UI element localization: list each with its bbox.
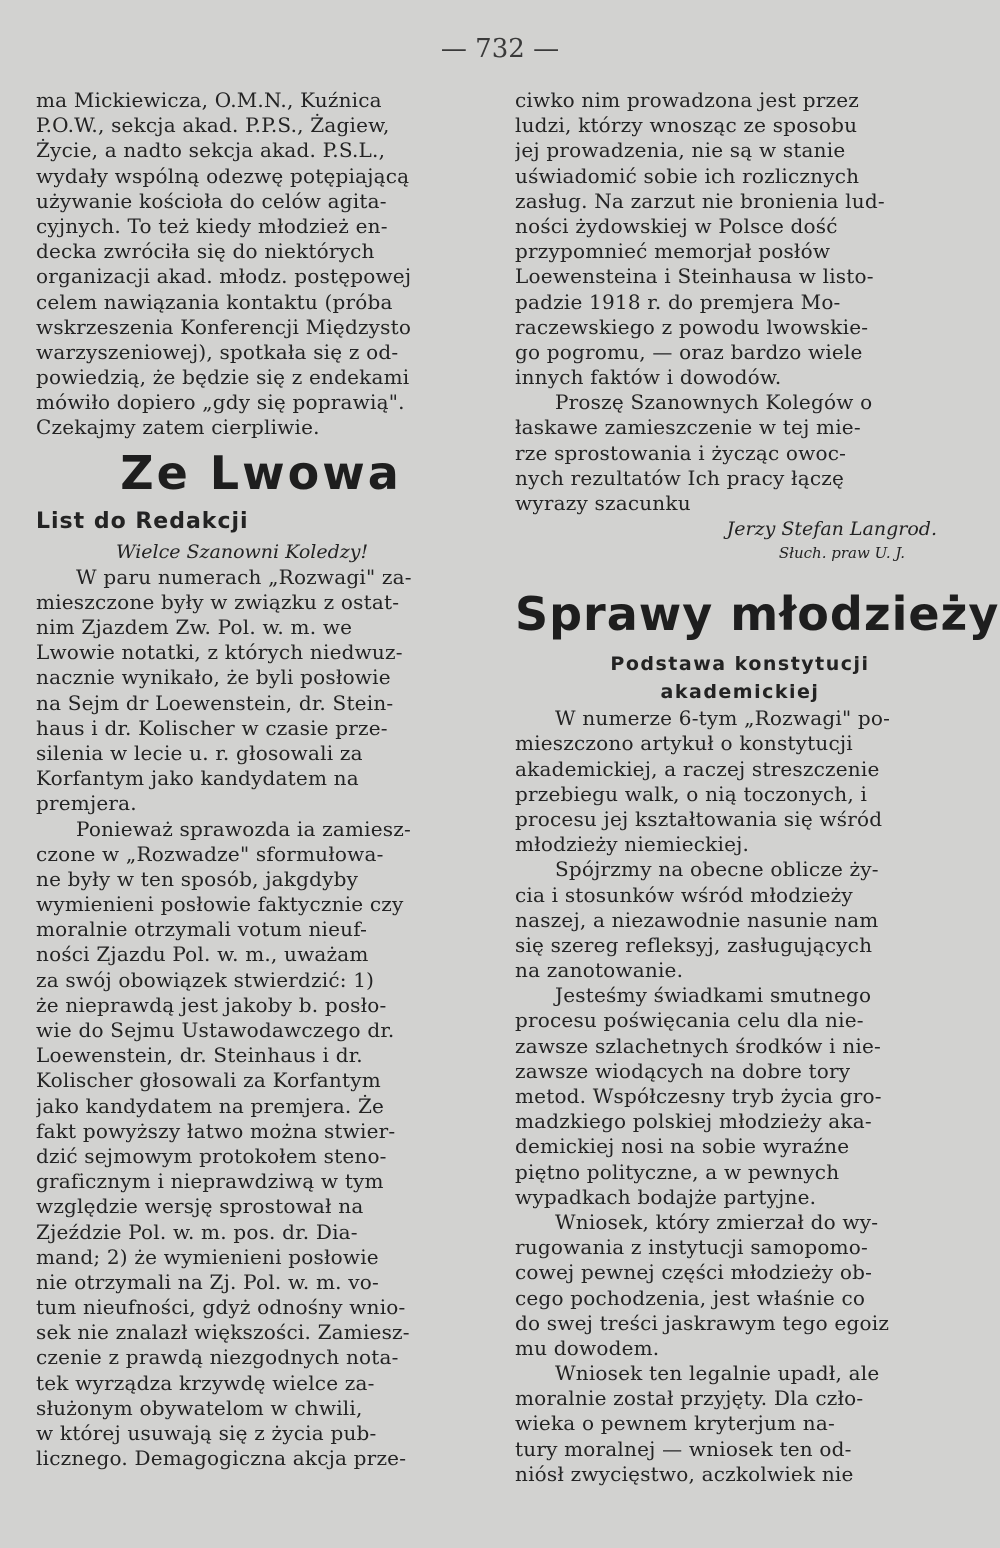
text-line: że nieprawdą jest jakoby b. posło-	[36, 992, 387, 1017]
text-line: Spójrzmy na obecne oblicze ży-	[555, 857, 879, 882]
text-line: używanie kościoła do celów agita-	[36, 188, 387, 213]
text-line: zawsze wiodących na dobre tory	[515, 1058, 851, 1083]
text-line: uświadomić sobie ich rozlicznych	[515, 163, 860, 188]
signature-name: Jerzy Stefan Langrod.	[726, 518, 937, 541]
text-line: metod. Współczesny tryb życia gro-	[515, 1084, 882, 1108]
article-heading-line-1: Podstawa konstytucji	[610, 653, 870, 676]
text-line: P.O.W., sekcja akad. P.P.S., Żagiew,	[36, 113, 390, 138]
text-line: innych faktów i dowodów.	[515, 365, 782, 390]
text-line: nych rezultatów Ich pracy łączę	[515, 465, 845, 490]
left-column	[36, 88, 486, 1471]
text-line: ne były w ten sposób, jakgdyby	[36, 866, 359, 891]
salutation: Wielce Szanowni Koledzy!	[116, 540, 369, 563]
text-line: tek wyrządza krzywdę wielce za-	[36, 1370, 375, 1395]
text-line: wyrazy szacunku	[515, 491, 691, 515]
text-line: mówiło dopiero „gdy się poprawią".	[36, 390, 405, 415]
text-line: tum nieufności, gdyż odnośny wnio-	[36, 1295, 406, 1320]
text-line: demickiej nosi na sobie wyraźne	[515, 1134, 850, 1159]
text-line: wydały wspólną odezwę potępiającą	[36, 163, 410, 188]
text-line: ciwko nim prowadzona jest przez	[515, 88, 859, 112]
section-title-sprawy-mlodziezy: Sprawy młodzieży	[515, 587, 1000, 642]
text-line: Czekajmy zatem cierpliwie.	[36, 415, 320, 440]
text-line: niósł zwycięstwo, aczkolwiek nie	[515, 1461, 854, 1486]
text-line: względzie wersję sprostował na	[36, 1194, 364, 1219]
text-line: padzie 1918 r. do premjera Mo-	[515, 289, 841, 314]
text-line: zawsze szlachetnych środków i nie-	[515, 1033, 881, 1058]
text-line: wypadkach bodajże partyjne.	[515, 1184, 817, 1209]
letter-continuation	[515, 88, 965, 390]
text-line: haus i dr. Kolischer w czasie prze-	[36, 715, 388, 740]
signature-role: Słuch. praw U. J.	[778, 544, 905, 563]
text-line: młodzieży niemieckiej.	[515, 832, 750, 857]
right-column	[515, 88, 1000, 1487]
text-line: nacznie wynikało, że byli posłowie	[36, 665, 391, 690]
text-line: moralnie został przyjęty. Dla czło-	[515, 1386, 864, 1411]
article-paragraph-1	[515, 706, 965, 857]
text-line: madzkiego polskiej młodzieży aka-	[515, 1109, 872, 1134]
article-heading-line-2: akademickiej	[660, 681, 820, 704]
text-line: ma Mickiewicza, O.M.N., Kuźnica	[36, 88, 382, 112]
text-line: wieka o pewnem kryterjum na-	[515, 1411, 835, 1436]
text-line: Lwowie notatki, z których niedwuz-	[36, 640, 403, 665]
text-line: dzić sejmowym protokołem steno-	[36, 1143, 387, 1168]
page-number: — 732 —	[440, 34, 560, 64]
text-line: moralnie otrzymali votum nieuf-	[36, 917, 368, 942]
text-line: Jesteśmy świadkami smutnego	[555, 983, 872, 1008]
text-line: tury moralnej — wniosek ten od-	[515, 1436, 852, 1461]
text-line: raczewskiego z powodu lwowskie-	[515, 314, 869, 339]
text-line: jej prowadzenia, nie są w stanie	[515, 138, 846, 163]
text-line: cowej pewnej części młodzieży ob-	[515, 1260, 873, 1285]
text-line: się szereg refleksyj, zasługujących	[515, 932, 873, 957]
text-line: fakt powyższy łatwo można stwier-	[36, 1118, 396, 1143]
text-line: Wniosek, który zmierzał do wy-	[555, 1209, 879, 1234]
text-line: Proszę Szanownych Kolegów o	[555, 390, 873, 415]
text-line: na Sejm dr Loewenstein, dr. Stein-	[36, 690, 394, 715]
text-line: Wniosek ten legalnie upadł, ale	[555, 1361, 880, 1386]
text-line: Loewenstein, dr. Steinhaus i dr.	[36, 1043, 363, 1068]
article-paragraph-3	[515, 983, 965, 1210]
text-line: na zanotowanie.	[515, 958, 684, 983]
text-line: Korfantym jako kandydatem na	[36, 766, 359, 791]
text-line: naszej, a niezawodnie nasunie nam	[515, 907, 879, 932]
text-line: jako kandydatem na premjera. Że	[36, 1093, 385, 1118]
text-line: cia i stosunków wśród młodzieży	[515, 882, 853, 907]
text-line: za swój obowiązek stwierdzić: 1)	[36, 967, 375, 992]
text-line: Kolischer głosowali za Korfantym	[36, 1068, 381, 1093]
text-line: akademickiej, a raczej streszczenie	[515, 756, 880, 781]
text-line: cego pochodzenia, jest właśnie co	[515, 1285, 866, 1310]
text-line: sek nie znalazł większości. Zamiesz-	[36, 1320, 410, 1345]
text-line: mu dowodem.	[515, 1335, 660, 1360]
text-line: organizacji akad. młodz. postępowej	[36, 264, 412, 289]
text-line: procesu poświęcania celu dla nie-	[515, 1008, 864, 1033]
article-paragraph-2	[515, 857, 965, 983]
text-line: silenia w lecie u. r. głosowali za	[36, 740, 363, 765]
text-line: wymienieni posłowie faktycznie czy	[36, 892, 404, 917]
text-line: czenie z prawdą niezgodnych nota-	[36, 1345, 399, 1370]
text-line: piętno polityczne, a w pewnych	[515, 1159, 840, 1184]
text-line: cyjnych. To też kiedy młodzież en-	[36, 213, 388, 238]
text-line: rugowania z instytucji samopomo-	[515, 1235, 868, 1260]
text-line: mieszczono artykuł o konstytucji	[515, 731, 853, 756]
text-line: ności żydowskiej w Polsce dość	[515, 213, 838, 238]
text-line: ludzi, którzy wnosząc ze sposobu	[515, 113, 858, 138]
text-line: premjera.	[36, 791, 137, 816]
text-line: czone w „Rozwadze" sformułowa-	[36, 841, 384, 866]
text-line: nie otrzymali na Zj. Pol. w. m. vo-	[36, 1269, 379, 1294]
text-line: mieszczone były w związku z ostat-	[36, 589, 400, 614]
text-line: warzyszeniowej), spotkała się z od-	[36, 339, 399, 364]
text-line: do swej treści jaskrawym tego egoiz	[515, 1310, 890, 1335]
letter-heading: List do Redakcji	[36, 508, 249, 534]
text-line: powiedzią, że będzie się z endekami	[36, 365, 410, 390]
text-line: decka zwróciła się do niektórych	[36, 239, 375, 264]
text-line: Ponieważ sprawozda ia zamiesz-	[76, 816, 411, 841]
text-line: przypomnieć memorjał posłów	[515, 239, 831, 264]
text-line: służonym obywatelom w chwili,	[36, 1395, 363, 1420]
text-line: łaskawe zamieszczenie w tej mie-	[515, 415, 861, 440]
text-line: Życie, a nadto sekcja akad. P.S.L.,	[36, 138, 386, 163]
text-line: nim Zjazdem Zw. Pol. w. m. we	[36, 615, 353, 639]
letter-paragraph-2	[36, 817, 486, 1472]
letter-closing	[515, 390, 965, 516]
text-line: rze sprostowania i życząc owoc-	[515, 440, 847, 465]
letter-paragraph-1	[36, 565, 486, 817]
text-line: w której usuwają się z życia pub-	[36, 1421, 377, 1445]
text-line: Loewensteina i Steinhausa w listo-	[515, 264, 874, 289]
article-paragraph-4	[515, 1210, 965, 1361]
article-paragraph-5	[515, 1361, 965, 1487]
intro-paragraph	[36, 88, 486, 441]
text-line: W paru numerach „Rozwagi" za-	[76, 564, 412, 589]
text-line: graficznym i nieprawdziwą w tym	[36, 1169, 384, 1194]
text-line: licznego. Demagogiczna akcja prze-	[36, 1446, 407, 1471]
text-line: przebiegu walk, o nią toczonych, i	[515, 781, 868, 806]
text-line: ności Zjazdu Pol. w. m., uważam	[36, 942, 369, 967]
section-title-ze-lwowa: Ze Lwowa	[120, 445, 402, 500]
text-line: W numerze 6-tym „Rozwagi" po-	[555, 706, 891, 731]
text-line: Zjeździe Pol. w. m. pos. dr. Dia-	[36, 1219, 358, 1244]
text-line: wie do Sejmu Ustawodawczego dr.	[36, 1018, 395, 1042]
text-line: celem nawiązania kontaktu (próba	[36, 289, 393, 314]
text-line: procesu jej kształtowania się wśród	[515, 806, 883, 831]
text-line: go pogromu, — oraz bardzo wiele	[515, 339, 863, 364]
text-line: mand; 2) że wymienieni posłowie	[36, 1244, 379, 1269]
text-line: wskrzeszenia Konferencji Międzysto	[36, 314, 412, 339]
text-line: zasług. Na zarzut nie bronienia lud-	[515, 188, 885, 213]
